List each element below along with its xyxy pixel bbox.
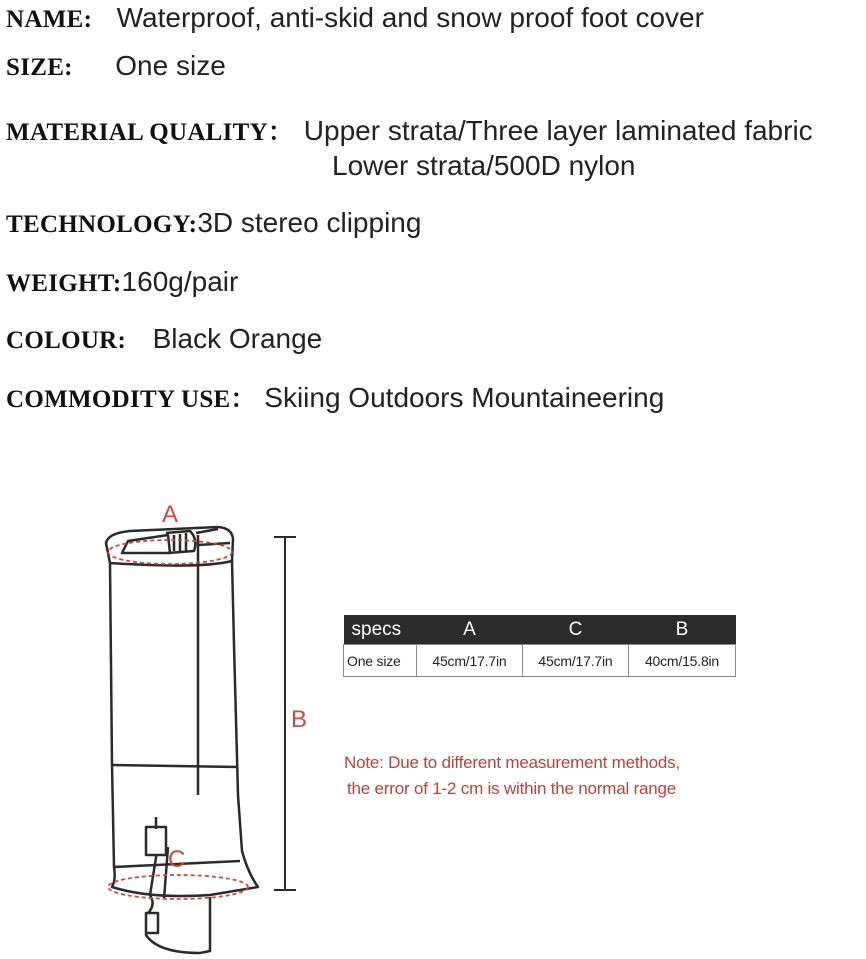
gaiter-diagram bbox=[90, 495, 330, 957]
spec-row-size bbox=[6, 50, 226, 82]
size-table bbox=[343, 615, 736, 677]
gaiter-outline bbox=[106, 527, 258, 953]
size-table-header-row bbox=[344, 615, 736, 645]
spec-row-colour bbox=[6, 323, 322, 355]
header-b: B bbox=[628, 615, 735, 645]
cell-c: 45cm/17.7in bbox=[522, 645, 628, 677]
spec-row-name bbox=[6, 2, 704, 34]
name-label: NAME: bbox=[6, 6, 93, 33]
spec-row-weight bbox=[6, 266, 238, 298]
header-a: A bbox=[416, 615, 522, 645]
use-value: Skiing Outdoors Mountaineering bbox=[264, 382, 665, 413]
table-row bbox=[344, 645, 736, 677]
note-line2: the error of 1-2 cm is within the normal range bbox=[347, 779, 677, 798]
colour-label: COLOUR: bbox=[6, 327, 127, 354]
dimension-c-label: C bbox=[168, 846, 186, 873]
header-c: C bbox=[522, 615, 628, 645]
cell-a: 45cm/17.7in bbox=[416, 645, 522, 677]
technology-value: 3D stereo clipping bbox=[197, 207, 422, 238]
note-line1: Note: Due to different measurement methods, bbox=[344, 753, 680, 772]
spec-row-material bbox=[6, 112, 813, 148]
spec-row-use bbox=[6, 379, 664, 415]
technology-label: TECHNOLOGY: bbox=[6, 211, 198, 238]
use-label: COMMODITY USE： bbox=[6, 386, 256, 413]
dimension-b-label: B bbox=[291, 706, 308, 733]
material-value-line2: Lower strata/500D nylon bbox=[332, 150, 636, 181]
material-label: MATERIAL QUALITY： bbox=[6, 119, 294, 146]
header-specs: specs bbox=[344, 615, 417, 645]
size-value: One size bbox=[115, 50, 226, 81]
weight-label: WEIGHT: bbox=[6, 270, 122, 297]
cell-b: 40cm/15.8in bbox=[628, 645, 735, 677]
name-value: Waterproof, anti-skid and snow proof foot cover bbox=[116, 2, 704, 33]
colour-value: Black Orange bbox=[152, 323, 323, 354]
spec-row-technology bbox=[6, 207, 421, 239]
dimension-a-label: A bbox=[162, 501, 179, 528]
cell-size: One size bbox=[344, 645, 417, 677]
size-label: SIZE: bbox=[6, 54, 73, 81]
material-value-line1: Upper strata/Three layer laminated fabric bbox=[303, 115, 813, 146]
weight-value: 160g/pair bbox=[121, 266, 239, 297]
